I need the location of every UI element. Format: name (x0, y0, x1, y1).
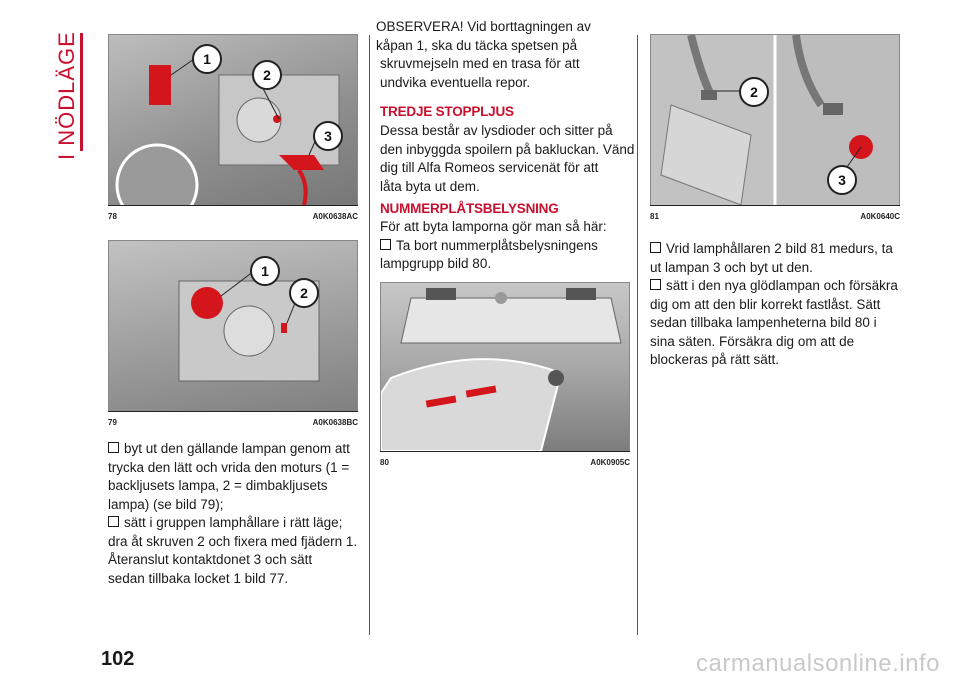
text-line: undvika eventuella repor. (380, 74, 531, 90)
checkbox-bullet-icon (108, 516, 119, 527)
section-tab (52, 30, 82, 160)
text-line: trycka den lätt och vrida den moturs (1 = (108, 459, 350, 475)
col1-bullet-1 (108, 440, 363, 514)
checkbox-bullet-icon (650, 279, 661, 290)
checkbox-bullet-icon (108, 442, 119, 453)
figure-number: 79 (108, 418, 117, 427)
page-number: 102 (101, 648, 135, 670)
text-line: blockeras på rätt sätt. (650, 352, 780, 367)
figure-code: A0K0905C (590, 458, 630, 467)
text-line: lampa) (se bild 79); (108, 496, 224, 512)
car-rear-illustration (381, 283, 629, 451)
text-line: backljusets lampa, 2 = dimbakljusets (108, 478, 328, 493)
figure-80-caption (380, 458, 630, 467)
text-line: dig till Alfa Romeos servicenät för att (380, 160, 599, 175)
column-separator (637, 35, 638, 635)
text-line: dra åt skruven 2 och fixera med fjädern 1. (108, 533, 358, 549)
text-line: Vrid lamphållaren 2 bild 81 medurs, ta (666, 241, 893, 256)
stoppljus-paragraph (380, 122, 635, 196)
checkbox-bullet-icon (380, 239, 391, 250)
watermark: carmanualsonline.info (696, 650, 940, 677)
callout-2: 2 (739, 77, 769, 107)
figure-code: A0K0638AC (312, 212, 358, 221)
figure-number: 78 (108, 212, 117, 221)
text-line: dig om att den blir korrekt fastlåst. Sätt (650, 296, 881, 312)
figure-caption-rule (380, 451, 630, 452)
heading-tredje-stoppljus: TREDJE STOPPLJUS (380, 104, 514, 119)
figure-caption-rule (108, 205, 358, 206)
text-line: den inbyggda spoilern på bakluckan. Vänd (380, 141, 635, 157)
figure-code: A0K0640C (860, 212, 900, 221)
column-separator (369, 35, 370, 635)
text-line: Ta bort nummerplåtsbelysningens (396, 237, 598, 253)
text-line: OBSERVERA! Vid borttagningen av (376, 19, 591, 34)
figure-81-image (650, 34, 900, 206)
figure-caption-rule (108, 411, 358, 412)
text-line: sedan tillbaka locket 1 bild 77. (108, 570, 289, 586)
note-paragraph (376, 18, 631, 92)
text-line: sina säten. Försäkra dig om att de (650, 333, 855, 349)
tailgate-latch-illustration (109, 35, 357, 205)
callout-3: 3 (313, 121, 343, 151)
figure-79-image (108, 240, 358, 412)
text-line: ut lampan 3 och byt ut den. (650, 259, 813, 275)
lamp-bulb-illustration (651, 35, 899, 205)
figure-number: 81 (650, 212, 659, 221)
figure-code: A0K0638BC (312, 418, 358, 427)
figure-78-caption (108, 212, 358, 221)
text-line: För att byta lamporna gör man så här: (380, 219, 607, 234)
callout-2: 2 (289, 278, 319, 308)
figure-80-image (380, 282, 630, 452)
text-line: kåpan 1, ska du täcka spetsen på (376, 37, 578, 53)
text-line: Återanslut kontaktdonet 3 och sätt (108, 552, 313, 567)
lamp-holder-illustration (109, 241, 357, 411)
text-line: sedan tillbaka lampenheterna bild 80 i (650, 315, 877, 330)
col3-bullet-1 (650, 240, 910, 277)
section-title: I NÖDLÄGE (54, 31, 79, 160)
figure-79-caption (108, 418, 358, 427)
callout-3: 3 (827, 165, 857, 195)
nummerplat-paragraph (380, 218, 635, 274)
text-line: sätt i gruppen lamphållare i rätt läge; (124, 515, 343, 530)
text-line: lampgrupp bild 80. (380, 256, 492, 271)
figure-78-image (108, 34, 358, 206)
col1-bullet-2 (108, 514, 363, 588)
section-tab-bar (80, 33, 83, 151)
col3-bullet-2 (650, 277, 910, 370)
text-line: sätt i den nya glödlampan och försäkra (666, 278, 898, 293)
text-line: skruvmejseln med en trasa för att (380, 56, 580, 71)
figure-number: 80 (380, 458, 389, 467)
figure-caption-rule (650, 205, 900, 206)
text-line: byt ut den gällande lampan genom att (124, 441, 350, 456)
callout-1: 1 (250, 256, 280, 286)
text-line: Dessa består av lysdioder och sitter på (380, 123, 613, 138)
text-line: låta byta ut dem. (380, 178, 480, 194)
heading-nummerplatsbelysning: NUMMERPLÅTSBELYSNING (380, 201, 559, 216)
figure-81-caption (650, 212, 900, 221)
callout-1: 1 (192, 44, 222, 74)
callout-2: 2 (252, 60, 282, 90)
checkbox-bullet-icon (650, 242, 661, 253)
